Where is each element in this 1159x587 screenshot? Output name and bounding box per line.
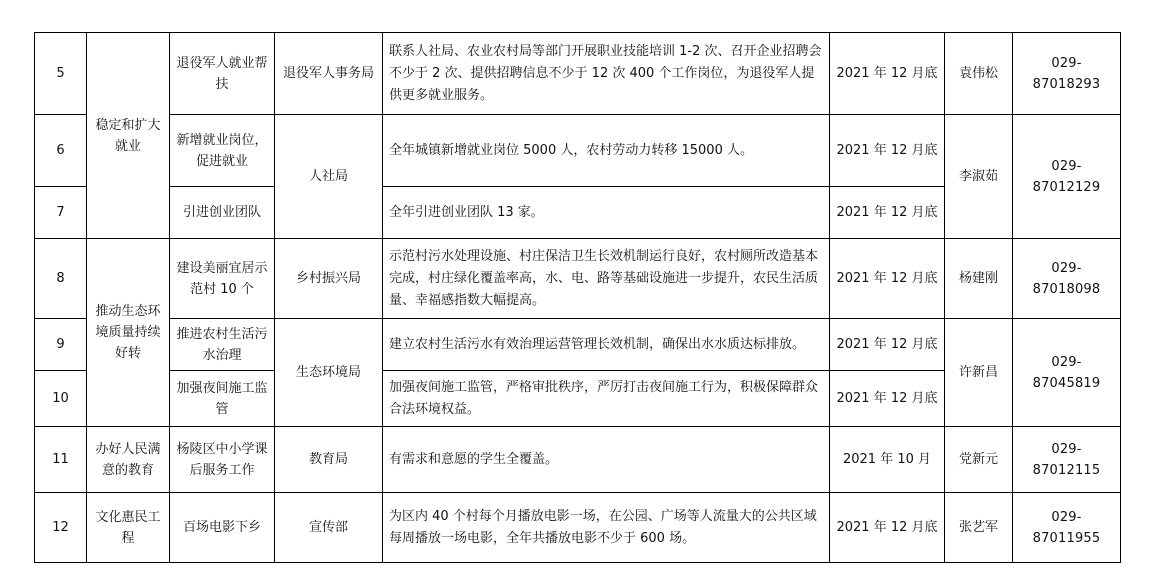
department-cell: 退役军人事务局 (275, 33, 383, 115)
contact-phone: 029-87045819 (1013, 319, 1121, 427)
deadline-cell: 2021 年 12 月底 (830, 115, 945, 187)
table-row (35, 427, 1121, 493)
department-cell: 教育局 (275, 427, 383, 493)
contact-name: 许新昌 (945, 319, 1013, 427)
contact-phone: 029-87012115 (1013, 427, 1121, 493)
contact-phone: 029-87018293 (1013, 33, 1121, 115)
contact-name: 张艺军 (945, 493, 1013, 563)
department-cell: 乡村振兴局 (275, 239, 383, 319)
row-number: 6 (35, 115, 87, 187)
task-content: 建立农村生活污水有效治理运营管理长效机制，确保出水水质达标排放。 (383, 319, 830, 371)
task-table (34, 32, 1121, 563)
table-row (35, 493, 1121, 563)
task-content: 为区内 40 个村每个月播放电影一场，在公园、广场等人流量大的公共区域每周播放一场电影，全年共播放电影不少于 600 场。 (383, 493, 830, 563)
table-row (35, 319, 1121, 371)
task-name: 推进农村生活污水治理 (170, 319, 275, 371)
task-name: 杨陵区中小学课后服务工作 (170, 427, 275, 493)
row-number: 5 (35, 33, 87, 115)
contact-name: 杨建刚 (945, 239, 1013, 319)
task-content: 有需求和意愿的学生全覆盖。 (383, 427, 830, 493)
table-row (35, 239, 1121, 319)
row-number: 11 (35, 427, 87, 493)
contact-name: 袁伟松 (945, 33, 1013, 115)
task-name: 建设美丽宜居示范村 10 个 (170, 239, 275, 319)
row-number: 9 (35, 319, 87, 371)
table-row (35, 33, 1121, 115)
row-number: 10 (35, 371, 87, 427)
deadline-cell: 2021 年 12 月底 (830, 33, 945, 115)
task-name: 加强夜间施工监管 (170, 371, 275, 427)
task-name: 退役军人就业帮扶 (170, 33, 275, 115)
deadline-cell: 2021 年 12 月底 (830, 239, 945, 319)
deadline-cell: 2021 年 12 月底 (830, 187, 945, 239)
deadline-cell: 2021 年 12 月底 (830, 371, 945, 427)
row-number: 8 (35, 239, 87, 319)
contact-name: 李淑茹 (945, 115, 1013, 239)
deadline-cell: 2021 年 12 月底 (830, 319, 945, 371)
contact-phone: 029-87012129 (1013, 115, 1121, 239)
table-row (35, 115, 1121, 187)
task-name: 新增就业岗位，促进就业 (170, 115, 275, 187)
task-name: 百场电影下乡 (170, 493, 275, 563)
task-content: 示范村污水处理设施、村庄保洁卫生长效机制运行良好，农村厕所改造基本完成，村庄绿化覆盖率高，水、电、路等基础设施进一步提升，农民生活质量、幸福感指数大幅提高。 (383, 239, 830, 319)
department-cell: 宣传部 (275, 493, 383, 563)
deadline-cell: 2021 年 12 月底 (830, 493, 945, 563)
category-cell: 稳定和扩大就业 (87, 33, 170, 239)
contact-phone: 029-87018098 (1013, 239, 1121, 319)
task-name: 引进创业团队 (170, 187, 275, 239)
department-cell: 人社局 (275, 115, 383, 239)
category-cell: 推动生态环境质量持续好转 (87, 239, 170, 427)
category-cell: 文化惠民工程 (87, 493, 170, 563)
contact-phone: 029-87011955 (1013, 493, 1121, 563)
task-content: 联系人社局、农业农村局等部门开展职业技能培训 1-2 次、召开企业招聘会不少于 2 次、提供招聘信息不少于 12 次 400 个工作岗位，为退役军人提供更多就业服务。 (383, 33, 830, 115)
task-content: 加强夜间施工监管，严格审批秩序，严厉打击夜间施工行为，积极保障群众合法环境权益。 (383, 371, 830, 427)
contact-name: 党新元 (945, 427, 1013, 493)
deadline-cell: 2021 年 10 月 (830, 427, 945, 493)
row-number: 7 (35, 187, 87, 239)
category-cell: 办好人民满意的教育 (87, 427, 170, 493)
task-content: 全年引进创业团队 13 家。 (383, 187, 830, 239)
task-content: 全年城镇新增就业岗位 5000 人，农村劳动力转移 15000 人。 (383, 115, 830, 187)
department-cell: 生态环境局 (275, 319, 383, 427)
row-number: 12 (35, 493, 87, 563)
